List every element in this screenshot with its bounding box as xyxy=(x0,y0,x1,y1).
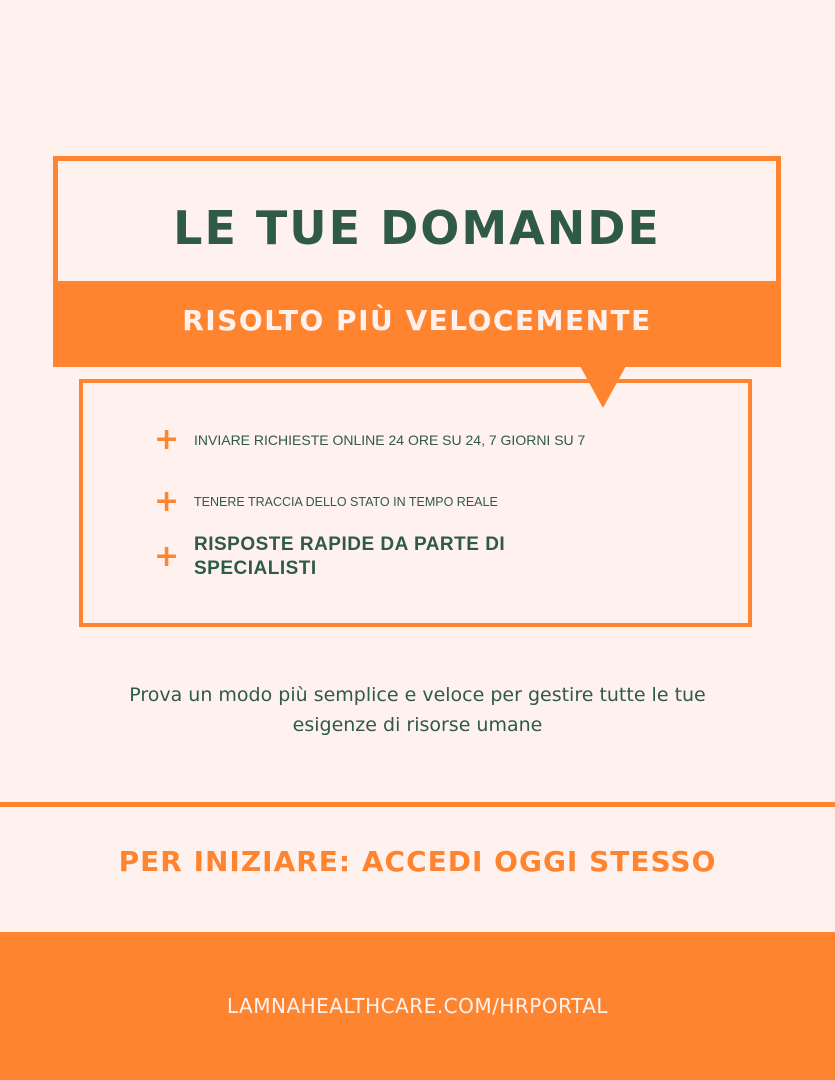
portal-link[interactable]: LAMNAHEALTHCARE.COM/HRPORTAL xyxy=(226,994,609,1018)
list-item xyxy=(154,484,498,519)
plus-icon: + xyxy=(154,422,180,457)
subtitle-band xyxy=(53,281,781,367)
tagline: Prova un modo più semplice e veloce per gestire tutte le tue esigenze di risorse umane xyxy=(129,684,706,736)
list-item-label: TENERE TRACCIA DELLO STATO IN TEMPO REALE xyxy=(194,495,498,509)
title-area xyxy=(53,156,781,286)
page-title: LE TUE DOMANDE xyxy=(173,200,661,255)
title-card xyxy=(53,156,781,367)
list-item xyxy=(154,533,594,581)
features-list xyxy=(79,379,752,627)
subtitle: RISOLTO PIÙ VELOCEMENTE xyxy=(182,303,652,337)
call-to-action: PER INIZIARE: ACCEDI OGGI STESSO xyxy=(118,845,717,878)
divider xyxy=(0,802,835,807)
plus-icon: + xyxy=(154,484,180,519)
list-item-label: INVIARE RICHIESTE ONLINE 24 ORE SU 24, 7 GIORNI SU 7 xyxy=(194,432,586,448)
list-item-label: RISPOSTE RAPIDE DA PARTE DI SPECIALISTI xyxy=(194,534,506,579)
footer xyxy=(0,932,835,1080)
plus-icon: + xyxy=(154,539,180,574)
list-item xyxy=(154,422,586,457)
